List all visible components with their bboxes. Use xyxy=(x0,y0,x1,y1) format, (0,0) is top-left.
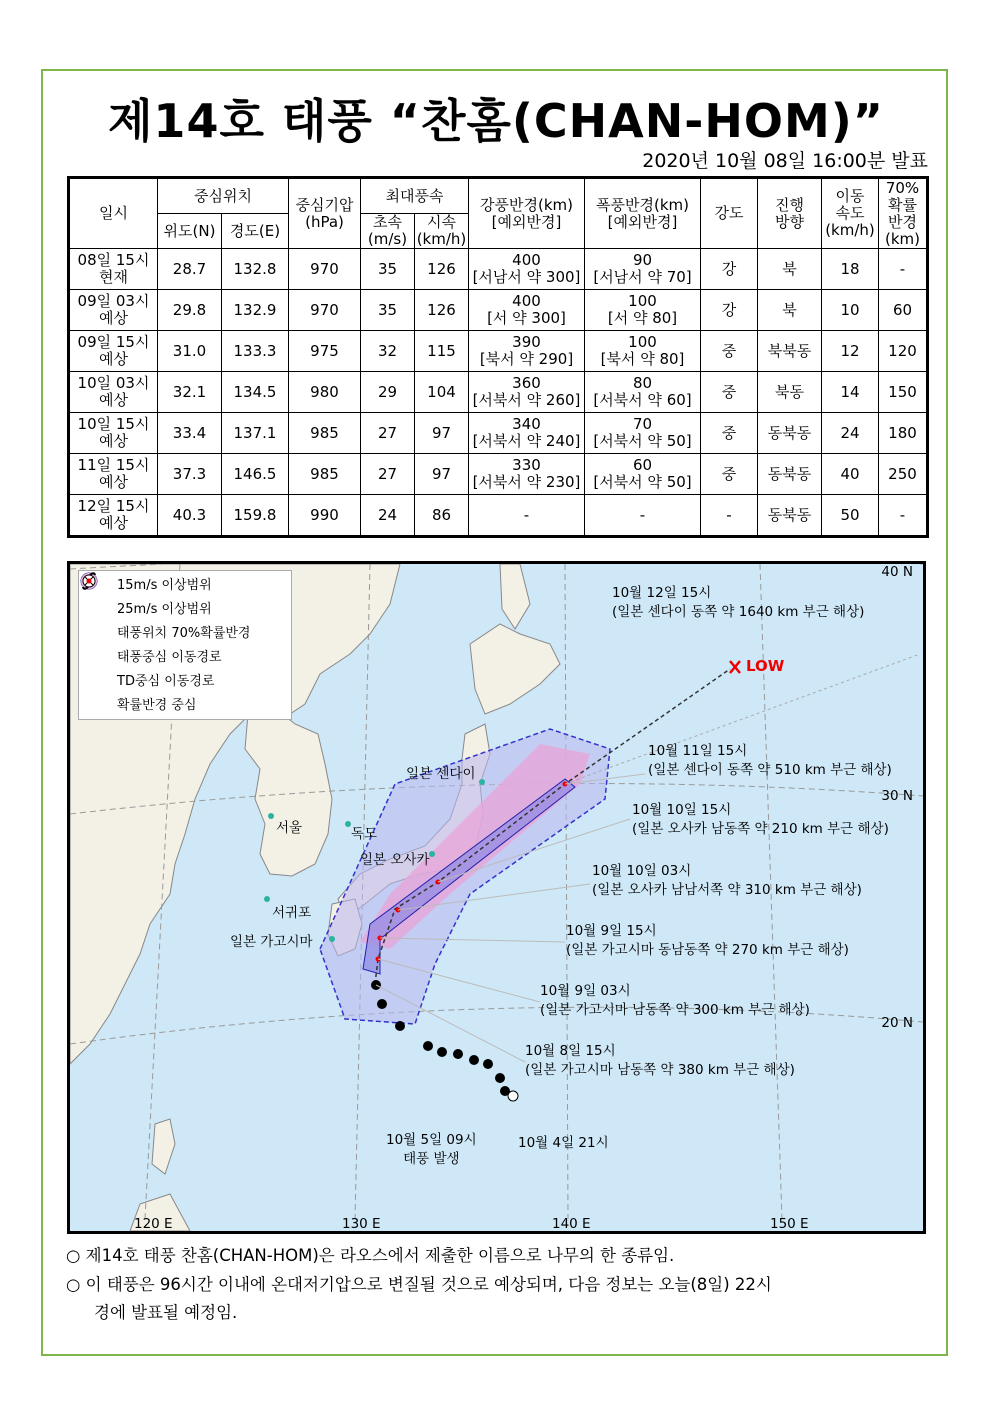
cell-prob: 150 xyxy=(879,372,928,413)
cell-lon: 132.8 xyxy=(222,249,289,290)
cell-time: 11일 15시 예상 xyxy=(69,454,158,495)
cell-storm: 80 [서북서 약 60] xyxy=(585,372,701,413)
th-ms: 초속 (m/s) xyxy=(361,214,415,249)
cell-ms: 29 xyxy=(361,372,415,413)
legend-track: 태풍중심 이동경로 xyxy=(79,643,291,667)
header-row-1 xyxy=(69,178,928,214)
cell-ms: 32 xyxy=(361,331,415,372)
lon-140-label: 140 E xyxy=(552,1216,591,1232)
cell-intensity: 강 xyxy=(701,249,758,290)
city-sendai: 일본 센다이 xyxy=(406,766,476,782)
cell-direction: 동북동 xyxy=(758,495,822,537)
cell-pressure: 980 xyxy=(289,372,361,413)
city-seoul: 서울 xyxy=(276,820,303,836)
th-direction: 진행 방향 xyxy=(758,178,822,249)
table-row xyxy=(69,413,928,454)
callout-5d09h: 10월 5일 09시 태풍 발생 xyxy=(386,1132,477,1167)
th-prob: 70% 확률 반경 (km) xyxy=(879,178,928,249)
table-row xyxy=(69,331,928,372)
table-row xyxy=(69,290,928,331)
callout-9d15h: 10월 9일 15시 (일본 가고시마 동남동쪽 약 270 km 부근 해상) xyxy=(566,923,849,958)
land-korea xyxy=(245,704,332,876)
cell-kmh: 86 xyxy=(415,495,469,537)
cell-lon: 132.9 xyxy=(222,290,289,331)
map-legend xyxy=(78,570,292,720)
callout-12d15h: 10월 12일 15시 (일본 센다이 동쪽 약 1640 km 부근 해상) xyxy=(612,585,865,620)
cell-gale: - xyxy=(469,495,585,537)
track-map xyxy=(67,561,926,1234)
low-marker xyxy=(730,661,740,673)
cell-lon: 159.8 xyxy=(222,495,289,537)
lon-120-label: 120 E xyxy=(134,1216,173,1232)
callout-4d21h: 10월 4일 21시 xyxy=(518,1135,609,1151)
cell-prob: 250 xyxy=(879,454,928,495)
cell-prob: 120 xyxy=(879,331,928,372)
note-2: ○ 이 태풍은 96시간 이내에 온대저기압으로 변질될 것으로 예상되며, 다음 정보는 오늘(8일) 22시 xyxy=(66,1275,772,1294)
cell-ms: 35 xyxy=(361,249,415,290)
th-lat: 위도(N) xyxy=(158,214,222,249)
cell-gale: 340 [서북서 약 240] xyxy=(469,413,585,454)
cell-speed: 14 xyxy=(822,372,879,413)
legend-center: 확률반경 중심 xyxy=(79,691,291,715)
cell-lat: 37.3 xyxy=(158,454,222,495)
th-kmh: 시속 (km/h) xyxy=(415,214,469,249)
th-speed: 이동 속도 (km/h) xyxy=(822,178,879,249)
th-center: 중심위치 xyxy=(158,178,289,214)
cell-gale: 400 [서 약 300] xyxy=(469,290,585,331)
callout-8d15h: 10월 8일 15시 (일본 가고시마 남동쪽 약 380 km 부근 해상) xyxy=(525,1043,795,1078)
page-title: 제14호 태풍 “찬홈(CHAN-HOM)” xyxy=(108,94,884,148)
cell-pressure: 985 xyxy=(289,413,361,454)
issued-time: 2020년 10월 08일 16:00분 발표 xyxy=(642,150,928,172)
low-label: LOW xyxy=(746,657,785,675)
cell-time: 12일 15시 예상 xyxy=(69,495,158,537)
cell-speed: 12 xyxy=(822,331,879,372)
note-2-cont: 경에 발표될 예정임. xyxy=(94,1303,238,1322)
cell-kmh: 104 xyxy=(415,372,469,413)
lon-130-label: 130 E xyxy=(342,1216,381,1232)
lat-40-label: 40 N xyxy=(881,564,913,580)
cell-ms: 35 xyxy=(361,290,415,331)
cell-storm: 90 [서남서 약 70] xyxy=(585,249,701,290)
cell-time: 10일 03시 예상 xyxy=(69,372,158,413)
cell-prob: 60 xyxy=(879,290,928,331)
table-body xyxy=(69,249,928,537)
cell-lon: 133.3 xyxy=(222,331,289,372)
cell-direction: 북북동 xyxy=(758,331,822,372)
cell-gale: 390 [북서 약 290] xyxy=(469,331,585,372)
cell-prob: - xyxy=(879,249,928,290)
cell-lon: 137.1 xyxy=(222,413,289,454)
cell-ms: 27 xyxy=(361,454,415,495)
cell-lat: 31.0 xyxy=(158,331,222,372)
city-osaka: 일본 오사카 xyxy=(360,852,430,868)
forecast-table xyxy=(67,176,929,538)
land-sakhalin xyxy=(500,564,530,629)
cell-lat: 40.3 xyxy=(158,495,222,537)
cell-pressure: 970 xyxy=(289,290,361,331)
cell-direction: 북동 xyxy=(758,372,822,413)
th-time: 일시 xyxy=(69,178,158,249)
cell-speed: 50 xyxy=(822,495,879,537)
cell-lat: 33.4 xyxy=(158,413,222,454)
cell-speed: 18 xyxy=(822,249,879,290)
lon-150-label: 150 E xyxy=(770,1216,809,1232)
lat-30-label: 30 N xyxy=(881,788,913,804)
legend-25ms: 25m/s 이상범위 xyxy=(79,595,291,619)
cell-ms: 24 xyxy=(361,495,415,537)
cell-lat: 28.7 xyxy=(158,249,222,290)
cell-intensity: 중 xyxy=(701,331,758,372)
callout-10d03h: 10월 10일 03시 (일본 오사카 남남서쪽 약 310 km 부근 해상) xyxy=(592,863,862,898)
th-maxwind: 최대풍속 xyxy=(361,178,469,214)
cell-gale: 360 [서북서 약 260] xyxy=(469,372,585,413)
legend-td: TD중심 이동경로 xyxy=(79,667,291,691)
th-pressure: 중심기압 (hPa) xyxy=(289,178,361,249)
lat-20-label: 20 N xyxy=(881,1015,913,1031)
cell-storm: 100 [북서 약 80] xyxy=(585,331,701,372)
callout-9d03h: 10월 9일 03시 (일본 가고시마 남동쪽 약 300 km 부근 해상) xyxy=(540,983,810,1018)
table-row xyxy=(69,372,928,413)
cell-storm: 60 [서북서 약 50] xyxy=(585,454,701,495)
land-taiwan xyxy=(152,1119,175,1174)
cell-speed: 10 xyxy=(822,290,879,331)
cell-direction: 동북동 xyxy=(758,413,822,454)
cell-kmh: 115 xyxy=(415,331,469,372)
cell-speed: 40 xyxy=(822,454,879,495)
land-hokkaido xyxy=(470,624,560,714)
legend-15ms: 15m/s 이상범위 xyxy=(79,571,291,595)
cell-storm: - xyxy=(585,495,701,537)
cell-intensity: - xyxy=(701,495,758,537)
th-gale: 강풍반경(km) [예외반경] xyxy=(469,178,585,249)
cell-prob: - xyxy=(879,495,928,537)
cell-kmh: 126 xyxy=(415,290,469,331)
cell-intensity: 중 xyxy=(701,454,758,495)
cell-direction: 북 xyxy=(758,249,822,290)
city-dokdo: 독도 xyxy=(351,826,378,842)
table-row xyxy=(69,454,928,495)
callout-11d15h: 10월 11일 15시 (일본 센다이 동쪽 약 510 km 부근 해상) xyxy=(648,743,892,778)
cell-kmh: 126 xyxy=(415,249,469,290)
th-intensity: 강도 xyxy=(701,178,758,249)
cell-speed: 24 xyxy=(822,413,879,454)
table-row xyxy=(69,495,928,537)
table-row xyxy=(69,249,928,290)
th-storm: 폭풍반경(km) [예외반경] xyxy=(585,178,701,249)
cell-pressure: 975 xyxy=(289,331,361,372)
callout-10d15h: 10월 10일 15시 (일본 오사카 남동쪽 약 210 km 부근 해상) xyxy=(632,802,889,837)
grid-lon-140 xyxy=(565,564,568,1219)
cell-gale: 330 [서북서 약 230] xyxy=(469,454,585,495)
cell-direction: 동북동 xyxy=(758,454,822,495)
cell-storm: 100 [서 약 80] xyxy=(585,290,701,331)
cell-ms: 27 xyxy=(361,413,415,454)
cell-intensity: 강 xyxy=(701,290,758,331)
cell-time: 09일 03시 예상 xyxy=(69,290,158,331)
cell-kmh: 97 xyxy=(415,413,469,454)
th-lon: 경도(E) xyxy=(222,214,289,249)
cell-gale: 400 [서남서 약 300] xyxy=(469,249,585,290)
cell-lat: 32.1 xyxy=(158,372,222,413)
cell-pressure: 985 xyxy=(289,454,361,495)
legend-prob: 태풍위치 70%확률반경 xyxy=(79,619,291,643)
cell-intensity: 중 xyxy=(701,372,758,413)
cell-prob: 180 xyxy=(879,413,928,454)
cell-lon: 134.5 xyxy=(222,372,289,413)
note-1: ○ 제14호 태풍 찬홈(CHAN-HOM)은 라오스에서 제출한 이름으로 나무의 한 종류임. xyxy=(66,1246,675,1265)
cell-direction: 북 xyxy=(758,290,822,331)
cell-time: 08일 15시 현재 xyxy=(69,249,158,290)
city-kagoshima: 일본 가고시마 xyxy=(230,934,313,950)
cell-storm: 70 [서북서 약 50] xyxy=(585,413,701,454)
cell-lon: 146.5 xyxy=(222,454,289,495)
cell-time: 10일 15시 예상 xyxy=(69,413,158,454)
td-symbol xyxy=(508,1091,518,1101)
cell-intensity: 중 xyxy=(701,413,758,454)
cell-pressure: 990 xyxy=(289,495,361,537)
cell-lat: 29.8 xyxy=(158,290,222,331)
city-seogwipo: 서귀포 xyxy=(272,905,312,921)
cell-pressure: 970 xyxy=(289,249,361,290)
cell-kmh: 97 xyxy=(415,454,469,495)
cell-time: 09일 15시 예상 xyxy=(69,331,158,372)
